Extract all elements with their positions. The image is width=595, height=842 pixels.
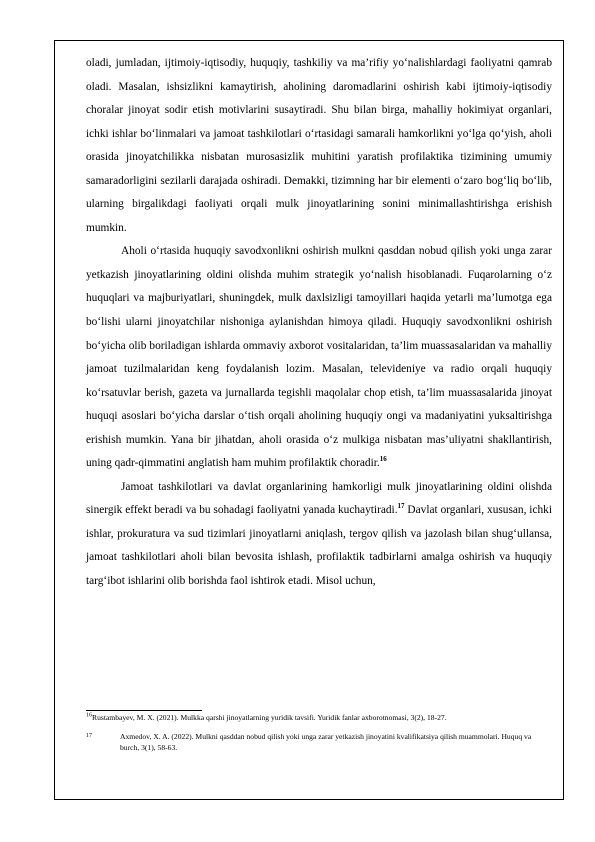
footnote-text: Axmedov, X. A. (2022). Mulkni qasddan nobud qilish yoki unga zarar yetkazish jinoyatini kvalifikatsiya qilish muammolari. Huquq va burch, 3(1), 58-63. [120, 732, 532, 752]
footnote-17 [86, 731, 552, 753]
footnote-ref-16[interactable]: 16 [379, 455, 387, 464]
paragraph-1 [86, 52, 552, 240]
paragraph-2-text: Aholi o‘rtasida huquqiy savodxonlikni oshirish mulkni qasddan nobud qilish yoki unga zarar yetkazish jinoyatlarining oldini olishda muhim strategik yo‘nalish hisoblanadi. Fuqarolarning o‘z huquqlari va majburiyatlari, shuningdek, mulk daxlsizligi tamoyillari haqida yetarli ma’lumotga ega bo‘lishi ularni jinoyatchilar nishoniga aylanishdan himoya qiladi. Huquqiy savodxonlikni oshirish bo‘yicha olib boriladigan ishlarda ommaviy axborot vositalaridan, ta’lim muassasalaridan va mahalliy jamoat tuzilmalaridan keng foydalanish lozim. Masalan, televideniye va radio orqali huquqiy ko‘rsatuvlar berish, gazeta va jurnallarda tegishli maqolalar chop etish, ta’lim muassasalarida jinoyat huquqi asoslari bo‘yicha darslar o‘tish orqali aholining huquqiy ongi va madaniyatini yuksaltirishga erishish mumkin. Yana bir jihatdan, aholi orasida o‘z mulkiga nisbatan mas’uliyatni shakllantirish, uning qadr-qimmatini anglatish ham muhim profilaktik choradir. [86, 245, 552, 470]
footnote-number: 17 [86, 733, 92, 739]
footnote-16 [86, 712, 552, 723]
paragraph-1-text: oladi, jumladan, ijtimoiy-iqtisodiy, huquqiy, tashkiliy va ma’rifiy yo‘nalishlardagi faoliyatni qamrab oladi. Masalan, ishsizlikni kamaytirish, aholining daromadlarini oshirish kabi ijtimoiy-iqtisodiy choralar jinoyat sodir etish motivlarini susaytiradi. Shu bilan birga, mahalliy hokimiyat organlari, ichki ishlar bo‘linmalari va jamoat tashkilotlari o‘rtasidagi samarali hamkorlikni yo‘lga qo‘yish, aholi orasida jinoyatchilikka nisbatan murosasizlik muhitini yaratish profilaktika tizimining umumiy samaradorligini sezilarli darajada oshiradi. Demakki, tizimning har bir elementi o‘zaro bog‘liq bo‘lib, ularning birgalikdagi faoliyati orqali mulk jinoyatlarining sonini minimallashtirishga erishish mumkin. [86, 57, 552, 234]
paragraph-2 [86, 240, 552, 475]
footnote-separator [86, 710, 202, 711]
footnote-number: 16 [86, 712, 92, 719]
footnotes [86, 712, 552, 753]
body-text [86, 52, 552, 594]
paragraph-3 [86, 476, 552, 594]
footnote-ref-17[interactable]: 17 [397, 502, 405, 511]
footnote-text: Rustambayev, M. X. (2021). Mulkka qarshi jinoyatlarning yuridik tavsifi. Yuridik fanlar axborotnomasi, 3(2), 18-27. [92, 713, 447, 722]
paragraph-3-tail: Davlat organlari, xususan, ichki ishlar, prokuratura va sud tizimlari jinoyatlarni aniqlash, tergov qilish va jazolash bilan shug‘ullansa, jamoat tashkilotlari aholi bilan bevosita ishlash, profilaktik tadbirlarni amalga oshirish va huquqiy targ‘ibot ishlarini olib borishda faol ishtirok etadi. Misol uchun, [86, 504, 552, 588]
paragraph-3-text: Jamoat tashkilotlari va davlat organlarining hamkorligi mulk jinoyatlarining oldini olishda sinergik effekt beradi va bu sohadagi faoliyatni yanada kuchaytiradi. [86, 480, 552, 517]
